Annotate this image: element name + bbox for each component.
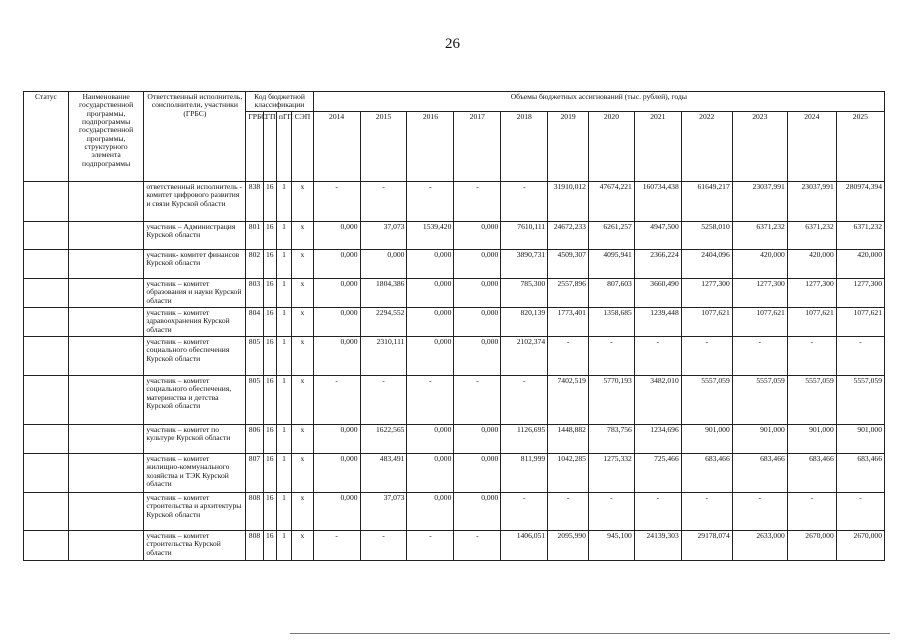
value-cell: 2102,374 [501,337,548,376]
value-cell: 24672,233 [548,222,589,250]
value-cell: - [836,493,884,531]
executor-cell: участник – комитет по культуре Курской области [144,425,246,454]
value-cell: 0,000 [313,493,360,531]
table-row [24,531,885,561]
grbs-cell: 805 [246,337,263,376]
value-cell: 1277,300 [732,279,787,308]
value-cell: - [787,337,836,376]
value-cell: 23037,991 [732,182,787,222]
grbs-cell: 807 [246,454,263,493]
table-row [24,182,885,222]
value-cell: 420,000 [732,250,787,279]
value-cell: - [836,337,884,376]
value-cell: - [407,531,454,561]
header-year: 2015 [360,112,407,182]
value-cell: - [454,376,501,425]
value-cell: 1622,565 [360,425,407,454]
value-cell: 1448,882 [548,425,589,454]
value-cell: 0,000 [454,454,501,493]
program-name-cell [68,376,143,425]
value-cell: 683,466 [732,454,787,493]
value-cell: 0,000 [313,279,360,308]
value-cell: 0,000 [407,250,454,279]
value-cell: - [588,493,634,531]
sep-cell: x [292,493,313,531]
gp-cell: 16 [263,279,276,308]
value-cell: - [501,493,548,531]
value-cell: 7610,111 [501,222,548,250]
value-cell: 7402,519 [548,376,589,425]
value-cell: 5557,059 [732,376,787,425]
pgp-cell: 1 [276,182,291,222]
header-volumes: Объемы бюджетных ассигнований (тыс. рублей), годы [313,92,884,112]
value-cell: 1277,300 [787,279,836,308]
program-name-cell [68,531,143,561]
value-cell: 2404,096 [681,250,732,279]
value-cell: 945,100 [588,531,634,561]
table-row [24,425,885,454]
table-row [24,493,885,531]
program-name-cell [68,250,143,279]
value-cell: 0,000 [313,222,360,250]
value-cell: - [787,493,836,531]
value-cell: 1077,621 [681,308,732,337]
value-cell: - [360,531,407,561]
value-cell: - [407,376,454,425]
grbs-cell: 802 [246,250,263,279]
value-cell: 24139,303 [634,531,681,561]
value-cell: 1234,696 [634,425,681,454]
pgp-cell: 1 [276,531,291,561]
program-name-cell [68,279,143,308]
table-row [24,279,885,308]
sep-cell: x [292,250,313,279]
value-cell: 0,000 [407,337,454,376]
header-year: 2016 [407,112,454,182]
value-cell: 2366,224 [634,250,681,279]
status-cell [24,425,69,454]
status-cell [24,250,69,279]
pgp-cell: 1 [276,337,291,376]
sep-cell: x [292,454,313,493]
value-cell: 0,000 [454,308,501,337]
executor-cell: участник – комитет жилищно-коммунального хозяйства и ТЭК Курской области [144,454,246,493]
status-cell [24,182,69,222]
sep-cell: x [292,337,313,376]
value-cell: 1275,332 [588,454,634,493]
value-cell: 901,000 [787,425,836,454]
value-cell: - [634,337,681,376]
header-year: 2017 [454,112,501,182]
value-cell: 1126,695 [501,425,548,454]
executor-cell: участник – Администрация Курской области [144,222,246,250]
value-cell: 2670,000 [787,531,836,561]
executor-cell: участник – комитет строительства Курской области [144,531,246,561]
value-cell: 901,000 [732,425,787,454]
status-cell [24,222,69,250]
table-row [24,250,885,279]
header-year: 2024 [787,112,836,182]
status-cell [24,279,69,308]
program-name-cell [68,337,143,376]
table-row [24,376,885,425]
value-cell: - [313,182,360,222]
value-cell: 0,000 [360,250,407,279]
gp-cell: 16 [263,308,276,337]
value-cell: - [548,337,589,376]
value-cell: 1539,420 [407,222,454,250]
status-cell [24,337,69,376]
value-cell: 1077,621 [732,308,787,337]
value-cell: - [634,493,681,531]
program-name-cell [68,493,143,531]
value-cell: - [454,182,501,222]
value-cell: 47674,221 [588,182,634,222]
value-cell: 2294,552 [360,308,407,337]
pgp-cell: 1 [276,454,291,493]
sep-cell: x [292,531,313,561]
value-cell: 1277,300 [681,279,732,308]
header-year: 2025 [836,112,884,182]
value-cell: 5557,059 [836,376,884,425]
value-cell: - [313,376,360,425]
value-cell: 0,000 [454,250,501,279]
value-cell: 811,999 [501,454,548,493]
pgp-cell: 1 [276,250,291,279]
grbs-cell: 808 [246,531,263,561]
page-number: 26 [445,36,460,52]
value-cell: 1077,621 [836,308,884,337]
value-cell: 0,000 [313,337,360,376]
value-cell: 29178,074 [681,531,732,561]
status-cell [24,531,69,561]
value-cell: 1077,621 [787,308,836,337]
program-name-cell [68,425,143,454]
value-cell: 4509,307 [548,250,589,279]
gp-cell: 16 [263,222,276,250]
value-cell: 31910,012 [548,182,589,222]
sep-cell: x [292,279,313,308]
value-cell: - [454,531,501,561]
value-cell: 5258,010 [681,222,732,250]
value-cell: 0,000 [313,425,360,454]
value-cell: - [732,337,787,376]
value-cell: 0,000 [454,222,501,250]
value-cell: 0,000 [313,308,360,337]
value-cell: 160734,438 [634,182,681,222]
value-cell: 1406,051 [501,531,548,561]
budget-table [23,91,885,561]
value-cell: 0,000 [454,493,501,531]
value-cell: - [732,493,787,531]
value-cell: 683,466 [836,454,884,493]
value-cell: 0,000 [313,454,360,493]
value-cell: 725,466 [634,454,681,493]
value-cell: 0,000 [407,454,454,493]
header-executor: Ответственный исполнитель, соисполнители, участники (ГРБС) [144,92,246,182]
gp-cell: 16 [263,493,276,531]
value-cell: 0,000 [407,279,454,308]
status-cell [24,454,69,493]
value-cell: 5770,193 [588,376,634,425]
table-row [24,454,885,493]
value-cell: 783,756 [588,425,634,454]
grbs-cell: 804 [246,308,263,337]
value-cell: 901,000 [836,425,884,454]
value-cell: - [360,182,407,222]
header-code-gp: ГП [263,112,276,182]
header-year: 2018 [501,112,548,182]
value-cell: 2557,896 [548,279,589,308]
pgp-cell: 1 [276,222,291,250]
value-cell: - [501,376,548,425]
value-cell: 0,000 [454,337,501,376]
value-cell: 0,000 [407,308,454,337]
value-cell: 1358,685 [588,308,634,337]
header-year: 2021 [634,112,681,182]
executor-cell: участник – комитет социального обеспечения, материнства и детства Курской области [144,376,246,425]
program-name-cell [68,222,143,250]
value-cell: 23037,991 [787,182,836,222]
gp-cell: 16 [263,182,276,222]
value-cell: 2310,111 [360,337,407,376]
value-cell: - [407,182,454,222]
value-cell: 683,466 [681,454,732,493]
value-cell: 6371,232 [836,222,884,250]
sep-cell: x [292,222,313,250]
value-cell: - [313,531,360,561]
value-cell: 3660,490 [634,279,681,308]
value-cell: - [548,493,589,531]
table-row [24,222,885,250]
executor-cell: участник- комитет финансов Курской области [144,250,246,279]
header-year: 2020 [588,112,634,182]
value-cell: 420,000 [787,250,836,279]
value-cell: 807,603 [588,279,634,308]
value-cell: 0,000 [313,250,360,279]
value-cell: 1773,401 [548,308,589,337]
executor-cell: участник – комитет строительства и архитектуры Курской области [144,493,246,531]
bottom-rule [290,633,890,634]
grbs-cell: 801 [246,222,263,250]
value-cell: 280974,394 [836,182,884,222]
value-cell: 5557,059 [787,376,836,425]
status-cell [24,493,69,531]
value-cell: 0,000 [407,425,454,454]
value-cell: 5557,059 [681,376,732,425]
header-code-sep: СЭП [292,112,313,182]
program-name-cell [68,182,143,222]
value-cell: 6261,257 [588,222,634,250]
value-cell: 1042,285 [548,454,589,493]
gp-cell: 16 [263,531,276,561]
header-code-grbs: ГРБС [246,112,263,182]
gp-cell: 16 [263,250,276,279]
value-cell: 3890,731 [501,250,548,279]
grbs-cell: 805 [246,376,263,425]
pgp-cell: 1 [276,425,291,454]
value-cell: 820,139 [501,308,548,337]
table-body [24,182,885,561]
sep-cell: x [292,182,313,222]
value-cell: - [360,376,407,425]
value-cell: 0,000 [454,425,501,454]
value-cell: 3482,010 [634,376,681,425]
value-cell: 61649,217 [681,182,732,222]
value-cell: 0,000 [454,279,501,308]
value-cell: 420,000 [836,250,884,279]
grbs-cell: 838 [246,182,263,222]
value-cell: 6371,232 [732,222,787,250]
pgp-cell: 1 [276,279,291,308]
value-cell: 6371,232 [787,222,836,250]
value-cell: 4947,500 [634,222,681,250]
value-cell: - [681,337,732,376]
table-row [24,308,885,337]
header-year: 2023 [732,112,787,182]
grbs-cell: 806 [246,425,263,454]
value-cell: 785,300 [501,279,548,308]
program-name-cell [68,308,143,337]
value-cell: 37,073 [360,493,407,531]
header-code-pgp: пГП [276,112,291,182]
value-cell: 901,000 [681,425,732,454]
value-cell: 37,073 [360,222,407,250]
gp-cell: 16 [263,425,276,454]
value-cell: 4095,941 [588,250,634,279]
pgp-cell: 1 [276,308,291,337]
status-cell [24,308,69,337]
pgp-cell: 1 [276,376,291,425]
value-cell: 1239,448 [634,308,681,337]
header-year: 2014 [313,112,360,182]
value-cell: - [588,337,634,376]
header-program-name: Наименование государственной программы, подпрограммы государственной программы, структурного элемента подпрограммы [68,92,143,182]
program-name-cell [68,454,143,493]
executor-cell: ответственный исполнитель - комитет цифрового развития и связи Курской области [144,182,246,222]
executor-cell: участник – комитет образования и науки Курской области [144,279,246,308]
value-cell: 2670,000 [836,531,884,561]
value-cell: - [501,182,548,222]
sep-cell: x [292,376,313,425]
grbs-cell: 808 [246,493,263,531]
value-cell: 683,466 [787,454,836,493]
grbs-cell: 803 [246,279,263,308]
header-status: Статус [24,92,69,182]
table-row [24,337,885,376]
executor-cell: участник – комитет социального обеспечения Курской области [144,337,246,376]
executor-cell: участник – комитет здравоохранения Курской области [144,308,246,337]
value-cell: 1804,386 [360,279,407,308]
header-year: 2022 [681,112,732,182]
gp-cell: 16 [263,454,276,493]
pgp-cell: 1 [276,493,291,531]
header-year: 2019 [548,112,589,182]
sep-cell: x [292,308,313,337]
status-cell [24,376,69,425]
value-cell: 1277,300 [836,279,884,308]
gp-cell: 16 [263,376,276,425]
header-budget-code: Код бюджетной классификации [246,92,313,112]
value-cell: 0,000 [407,493,454,531]
sep-cell: x [292,425,313,454]
value-cell: 2095,990 [548,531,589,561]
value-cell: 483,491 [360,454,407,493]
gp-cell: 16 [263,337,276,376]
value-cell: - [681,493,732,531]
value-cell: 2633,000 [732,531,787,561]
